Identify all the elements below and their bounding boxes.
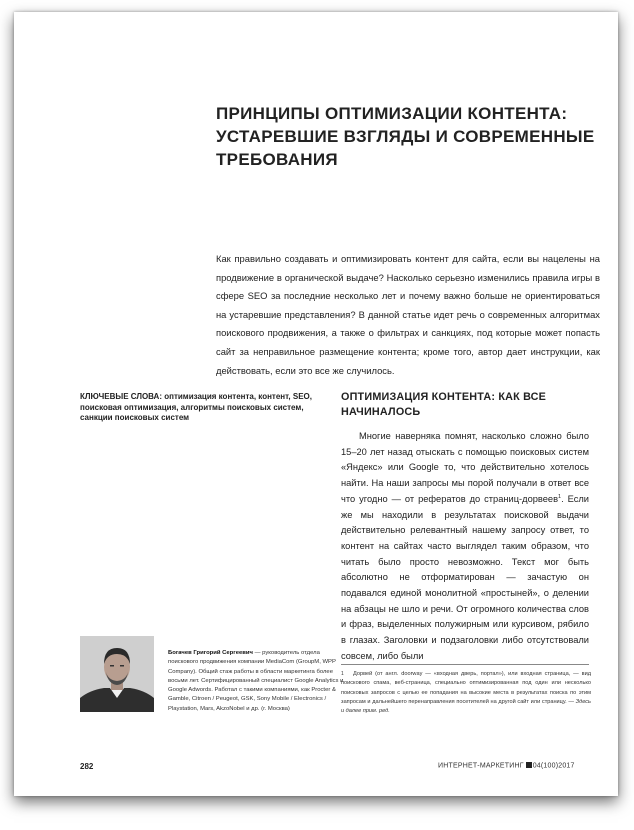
- footnote-text: Дорвей (от англ. doorway — «входная дверь, портал»), или входная страница, — вид поискового спама, веб-страница, специально оптимизированная под один или несколько поисковых запросов с целью ее попадания на высокие места в результатах поиска по этим запросам и дальнейшего перенаправления посетителей на другой сайт или страницу.: [341, 671, 591, 705]
- body-text-part1: Многие наверняка помнят, насколько сложно было 15–20 лет назад отыскать с помощью поисковых систем «Яндекс» или Google то, что действительно хотелось найти. На наши запросы мы порой получали в ответ все что угодно — от рефератов до страниц-дорвеев: [341, 431, 589, 504]
- square-separator-icon: [526, 762, 532, 768]
- keywords: КЛЮЧЕВЫЕ СЛОВА: оптимизация контента, контент, SEO, поисковая оптимизация, алгоритмы поисковых систем, санкции поисковых систем: [80, 392, 312, 422]
- body-text-part2: . Если же мы находили в результатах поисковой выдачи действительно релевантный нашему запросу ответ, то контент на сайтах часто выглядел таким образом, что читать было просто невозможно. Текст мог быть абсолютно не отформатирован — зачастую он подавался единой монолитной «простыней», о делении на абзацы не шло и речи. От огромного количества слов и фраз, выделенных полужирным или курсивом, рябило в глазах. Заголовки и подзаголовки либо отсутствовали совсем, либо были: [341, 493, 590, 661]
- journal-page: [14, 12, 618, 796]
- article-lead: Как правильно создавать и оптимизировать контент для сайта, если вы нацелены на продвижение в органической выдаче? Насколько серьезно изменились правила игры в сфере SEO за последние несколько лет и почему важно больше не ориентироваться на устаревшие представления? В данной статье идет речь о современных алгоритмах поискового продвижения, а также о фильтрах и санкциях, под которые может попасть сайт за неправильное размещение контента; кроме того, автор дает инструкции, как действовать, если это все же случилось.: [216, 253, 600, 376]
- footnote-mark: 1: [341, 671, 344, 677]
- page-number: 282: [80, 762, 94, 771]
- section-title: ОПТИМИЗАЦИЯ КОНТЕНТА: КАК ВСЕ НАЧИНАЛОСЬ: [341, 391, 547, 418]
- article-title: ПРИНЦИПЫ ОПТИМИЗАЦИИ КОНТЕНТА: УСТАРЕВШИЕ ВЗГЛЯДЫ И СОВРЕМЕННЫЕ ТРЕБОВАНИЯ: [216, 104, 595, 169]
- author-name: Богачев Григорий Сергеевич: [168, 650, 253, 656]
- footnote: [341, 670, 591, 716]
- section-body: [341, 429, 589, 665]
- journal-issue: 04(100)2017: [532, 762, 575, 770]
- footnote-editor-note: — Здесь и далее прим. ред.: [341, 698, 591, 715]
- footnote-reference: 1: [558, 493, 562, 500]
- author-portrait-image: [80, 636, 154, 712]
- journal-name: ИНТЕРНЕТ-МАРКЕТИНГ: [438, 762, 524, 770]
- author-photo: [80, 636, 154, 712]
- footnote-divider: [341, 664, 589, 665]
- journal-footer: [438, 762, 575, 770]
- author-info: [168, 649, 348, 714]
- author-bio: — руководитель отдела поискового продвижения компании MediaCom (GroupM, WPP Company). Общий стаж работы в области маркетинга более восьми лет. Сертифицированный специалист Google Analytics и Google Adwords. Работал с такими компаниями, как Procter & Gamble, Citroen / Peugeot, GSK, Sony Mobile / Electronics / Playstation, Mars, AkzoNobel и др. (г. Москва): [168, 650, 344, 712]
